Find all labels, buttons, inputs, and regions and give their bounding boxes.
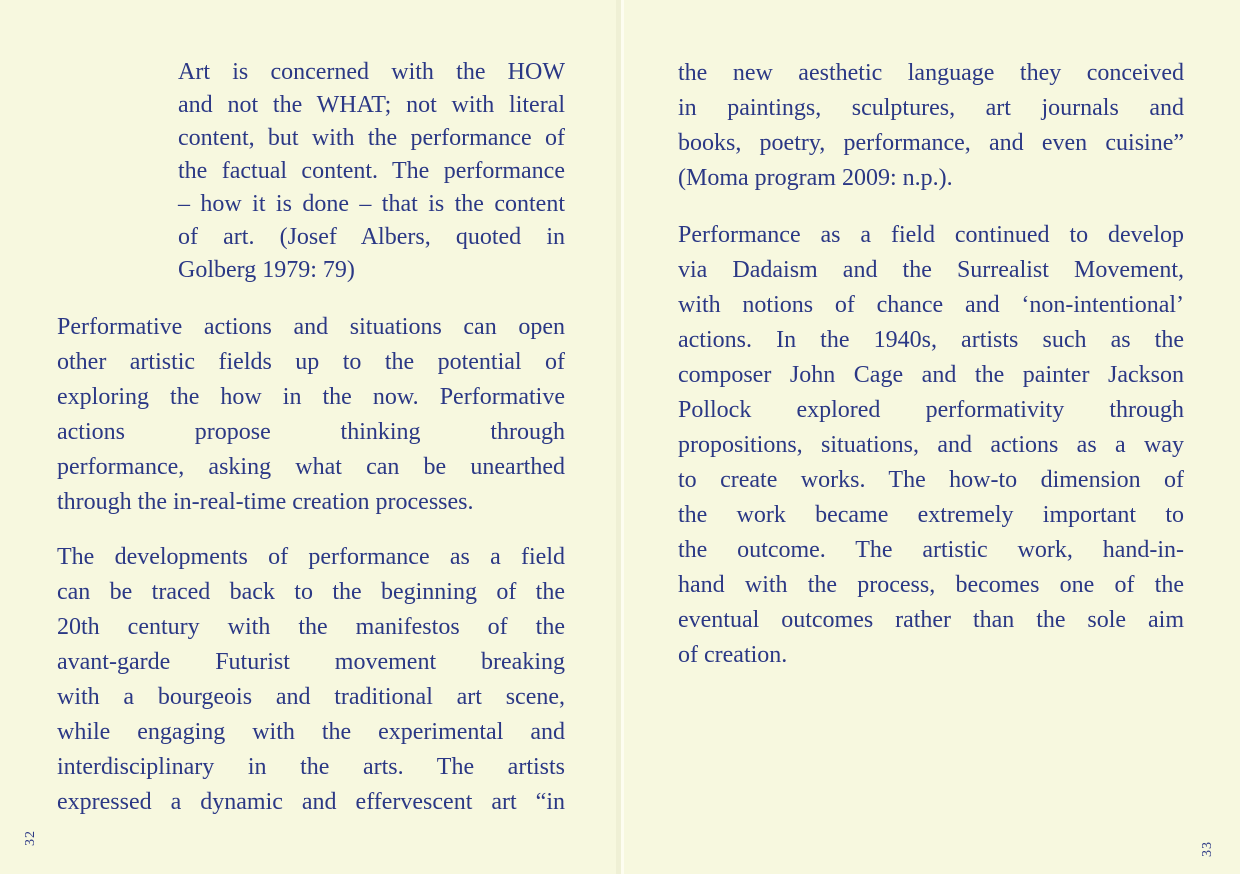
quote-line: Golberg 1979: 79) — [178, 257, 355, 283]
text-line: in paintings, sculptures, art journals and — [678, 95, 1184, 121]
text-line: expressed a dynamic and effervescent art “in — [57, 789, 565, 815]
quote-line: of art. (Josef Albers, quoted in — [178, 224, 565, 250]
text-line: other artistic fields up to the potential of — [57, 349, 565, 375]
paragraph — [678, 56, 1184, 196]
text-line: propositions, situations, and actions as a way — [678, 432, 1184, 458]
text-line: exploring the how in the now. Performative — [57, 384, 565, 410]
quote-line: – how it is done – that is the content — [178, 191, 565, 217]
text-line: Performance as a field continued to develop — [678, 222, 1184, 248]
text-line: the outcome. The artistic work, hand-in- — [678, 537, 1184, 563]
right-page-text-column — [678, 56, 1184, 673]
text-line: the new aesthetic language they conceived — [678, 60, 1184, 86]
quote-line: Art is concerned with the HOW — [178, 59, 565, 85]
text-line: actions. In the 1940s, artists such as the — [678, 327, 1184, 353]
page-number-left: 32 — [23, 830, 38, 846]
text-line: composer John Cage and the painter Jackson — [678, 362, 1184, 388]
text-line: books, poetry, performance, and even cuisine” — [678, 130, 1184, 156]
gutter-line — [621, 0, 624, 874]
text-line: of creation. — [678, 642, 788, 668]
text-line: with a bourgeois and traditional art scene, — [57, 684, 565, 710]
text-line: hand with the process, becomes one of the — [678, 572, 1184, 598]
text-line: (Moma program 2009: n.p.). — [678, 165, 953, 191]
text-line: the work became extremely important to — [678, 502, 1184, 528]
pull-quote — [178, 56, 565, 287]
text-line: while engaging with the experimental and — [57, 719, 565, 745]
text-line: performance, asking what can be unearthed — [57, 454, 565, 480]
text-line: 20th century with the manifestos of the — [57, 614, 565, 640]
text-line: via Dadaism and the Surrealist Movement, — [678, 257, 1184, 283]
paragraph — [57, 310, 565, 520]
quote-line: the factual content. The performance — [178, 158, 565, 184]
text-line: avant-garde Futurist movement breaking — [57, 649, 565, 675]
paragraph — [57, 540, 565, 820]
page-number-right: 33 — [1200, 841, 1215, 857]
text-line: The developments of performance as a field — [57, 544, 565, 570]
text-line: actions propose thinking through — [57, 419, 565, 445]
paragraph — [678, 218, 1184, 673]
text-line: interdisciplinary in the arts. The artists — [57, 754, 565, 780]
text-line: Pollock explored performativity through — [678, 397, 1184, 423]
text-line: through the in-real-time creation processes. — [57, 489, 474, 515]
quote-line: content, but with the performance of — [178, 125, 565, 151]
text-line: can be traced back to the beginning of the — [57, 579, 565, 605]
text-line: to create works. The how-to dimension of — [678, 467, 1184, 493]
quote-line: and not the WHAT; not with literal — [178, 92, 565, 118]
text-line: eventual outcomes rather than the sole aim — [678, 607, 1184, 633]
text-line: with notions of chance and ‘non-intentional’ — [678, 292, 1184, 318]
left-page-text-column — [57, 56, 565, 820]
text-line: Performative actions and situations can open — [57, 314, 565, 340]
